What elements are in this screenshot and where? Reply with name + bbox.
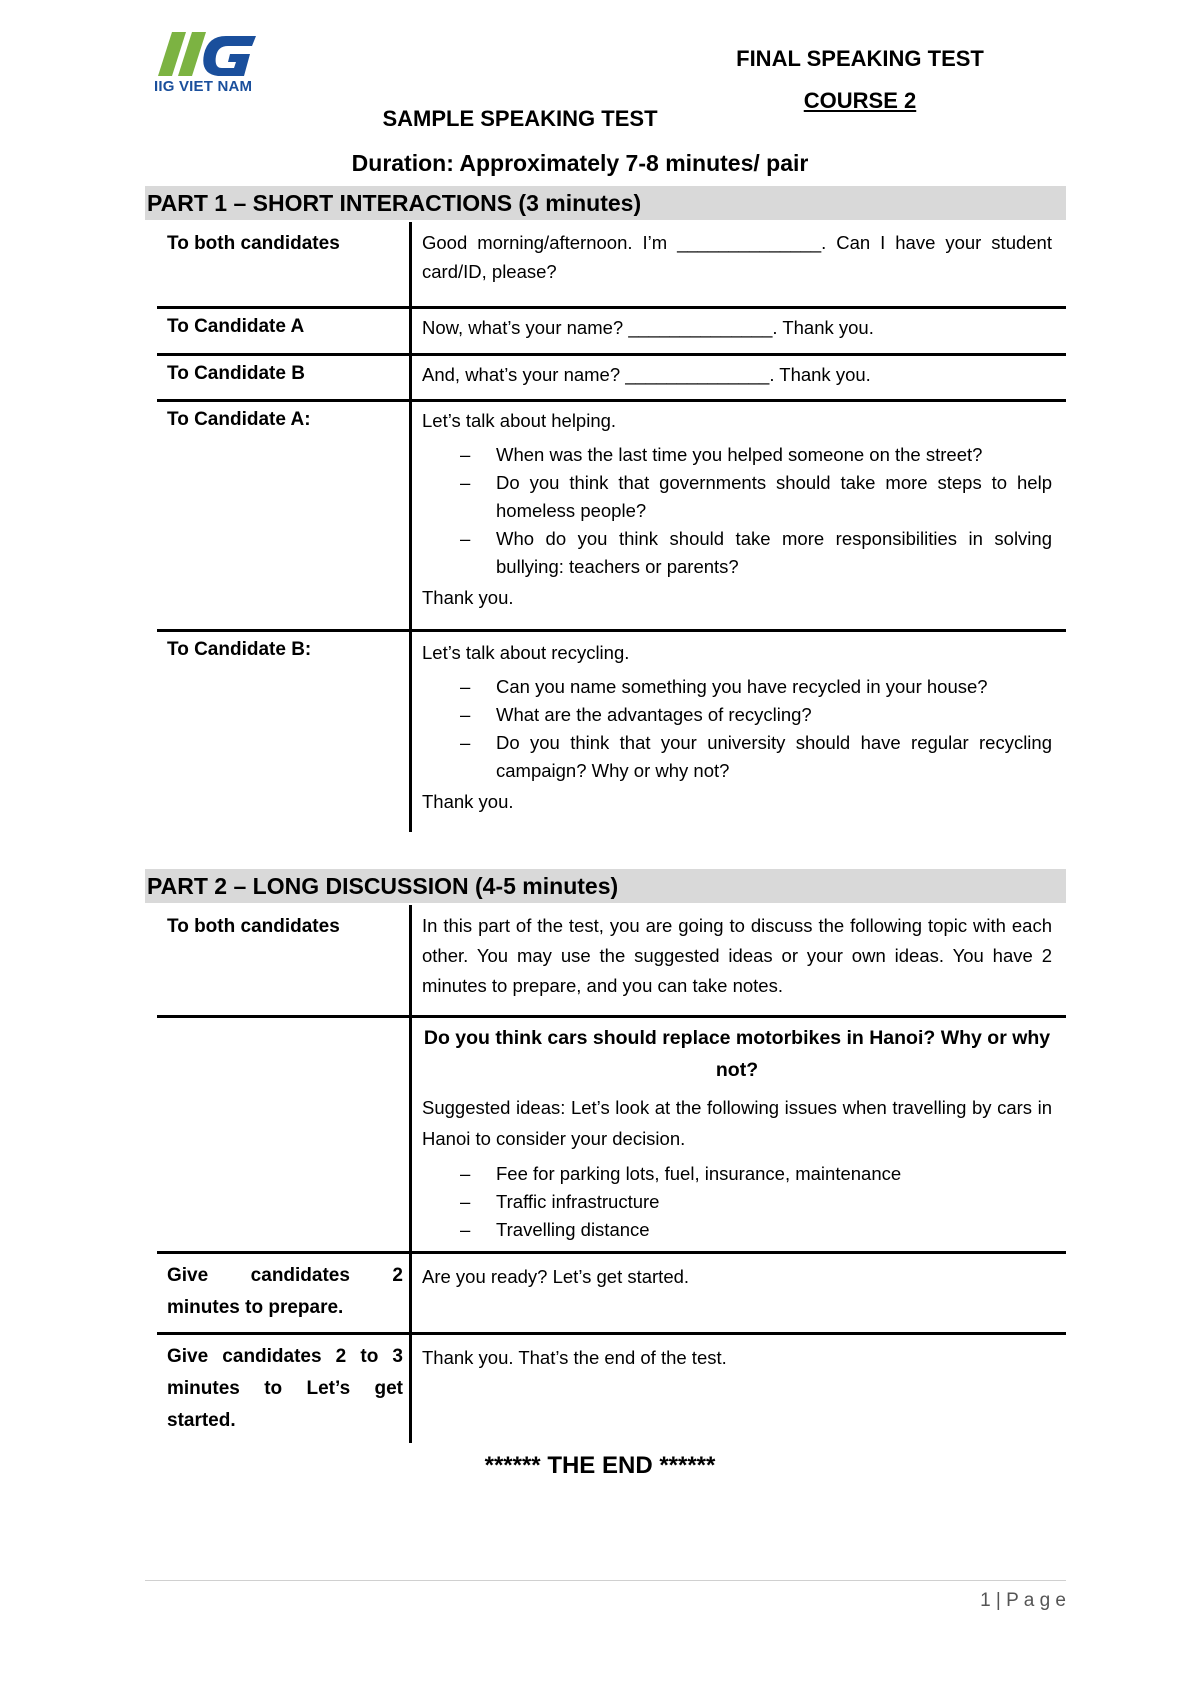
logo-text: IIG VIET NAM	[154, 78, 253, 95]
test-title: FINAL SPEAKING TEST	[736, 46, 984, 71]
list-item: – When was the last time you helped someone on the street?	[460, 444, 983, 465]
ideas-list	[422, 1160, 1052, 1244]
row-text: Now, what’s your name? ______________. Thank you.	[422, 317, 874, 338]
list-item: – Fee for parking lots, fuel, insurance, maintenance	[460, 1163, 902, 1184]
row-text: Are you ready? Let’s get started.	[422, 1266, 690, 1287]
part1-row-a-topic	[157, 402, 1066, 629]
part1-row-b-topic	[157, 632, 1066, 832]
suggested-ideas: Suggested ideas: Let’s look at the following issues when travelling by cars in Hanoi to consider your decision.	[422, 1097, 1052, 1149]
row-label: To Candidate A:	[167, 409, 311, 430]
page-number: 1 | P a g e	[980, 1590, 1066, 1611]
the-end: ****** THE END ******	[484, 1452, 716, 1479]
part2-heading: PART 2 – LONG DISCUSSION (4-5 minutes)	[145, 869, 1066, 903]
part1-row-a-name	[157, 309, 1066, 353]
row-text: Thank you. That’s the end of the test.	[422, 1347, 727, 1368]
list-item: – Who do you think should take more responsibilities in solving bullying: teachers or parents?	[460, 528, 1052, 577]
topic-intro: Let’s talk about helping.	[422, 410, 617, 431]
list-item: – Do you think that your university should have regular recycling campaign? Why or why not?	[460, 732, 1052, 781]
list-item: – Traffic infrastructure	[460, 1191, 660, 1212]
discussion-question: Do you think cars should replace motorbikes in Hanoi? Why or why not?	[423, 1027, 1051, 1081]
row-label: Give candidates 2 minutes to prepare.	[167, 1265, 403, 1318]
part1-row-both	[157, 222, 1066, 306]
list-item: – Do you think that governments should take more steps to help homeless people?	[460, 472, 1052, 521]
list-item: – Can you name something you have recycled in your house?	[460, 676, 988, 697]
row-label: To Candidate B:	[167, 639, 312, 660]
part1-row-b-name	[157, 356, 1066, 399]
topic-outro: Thank you.	[422, 791, 514, 812]
part2-row-intro	[157, 905, 1066, 1015]
topic-outro: Thank you.	[422, 587, 514, 608]
part1-heading: PART 1 – SHORT INTERACTIONS (3 minutes)	[145, 186, 1066, 220]
row-text: And, what’s your name? ______________. Thank you.	[422, 364, 871, 385]
sample-title: SAMPLE SPEAKING TEST	[382, 106, 658, 131]
row-label: To both candidates	[167, 916, 340, 937]
list-item: – Travelling distance	[460, 1219, 650, 1240]
duration: Duration: Approximately 7-8 minutes/ pair	[351, 150, 809, 176]
course-label: COURSE 2	[803, 88, 917, 113]
topic-intro: Let’s talk about recycling.	[422, 642, 630, 663]
row-text: Good morning/afternoon. I’m ______________. Can I have your student card/ID, please?	[422, 232, 1052, 282]
footer-divider	[145, 1580, 1066, 1581]
row-text: In this part of the test, you are going to discuss the following topic with each other. You may use the suggested ideas or your own ideas. You have 2 minutes to prepare, and you can take notes.	[422, 915, 1052, 996]
row-label: Give candidates 2 to 3 minutes to Let’s get started.	[167, 1346, 403, 1431]
row-label: To Candidate A	[167, 316, 305, 337]
part2-row-topic	[157, 1018, 1066, 1251]
list-item: – What are the advantages of recycling?	[460, 704, 812, 725]
part2-row-start	[157, 1335, 1066, 1443]
question-list	[422, 673, 1052, 785]
part2-row-prepare	[157, 1254, 1066, 1332]
row-label: To Candidate B	[167, 363, 305, 384]
question-list	[422, 441, 1052, 581]
row-label: To both candidates	[167, 233, 340, 254]
